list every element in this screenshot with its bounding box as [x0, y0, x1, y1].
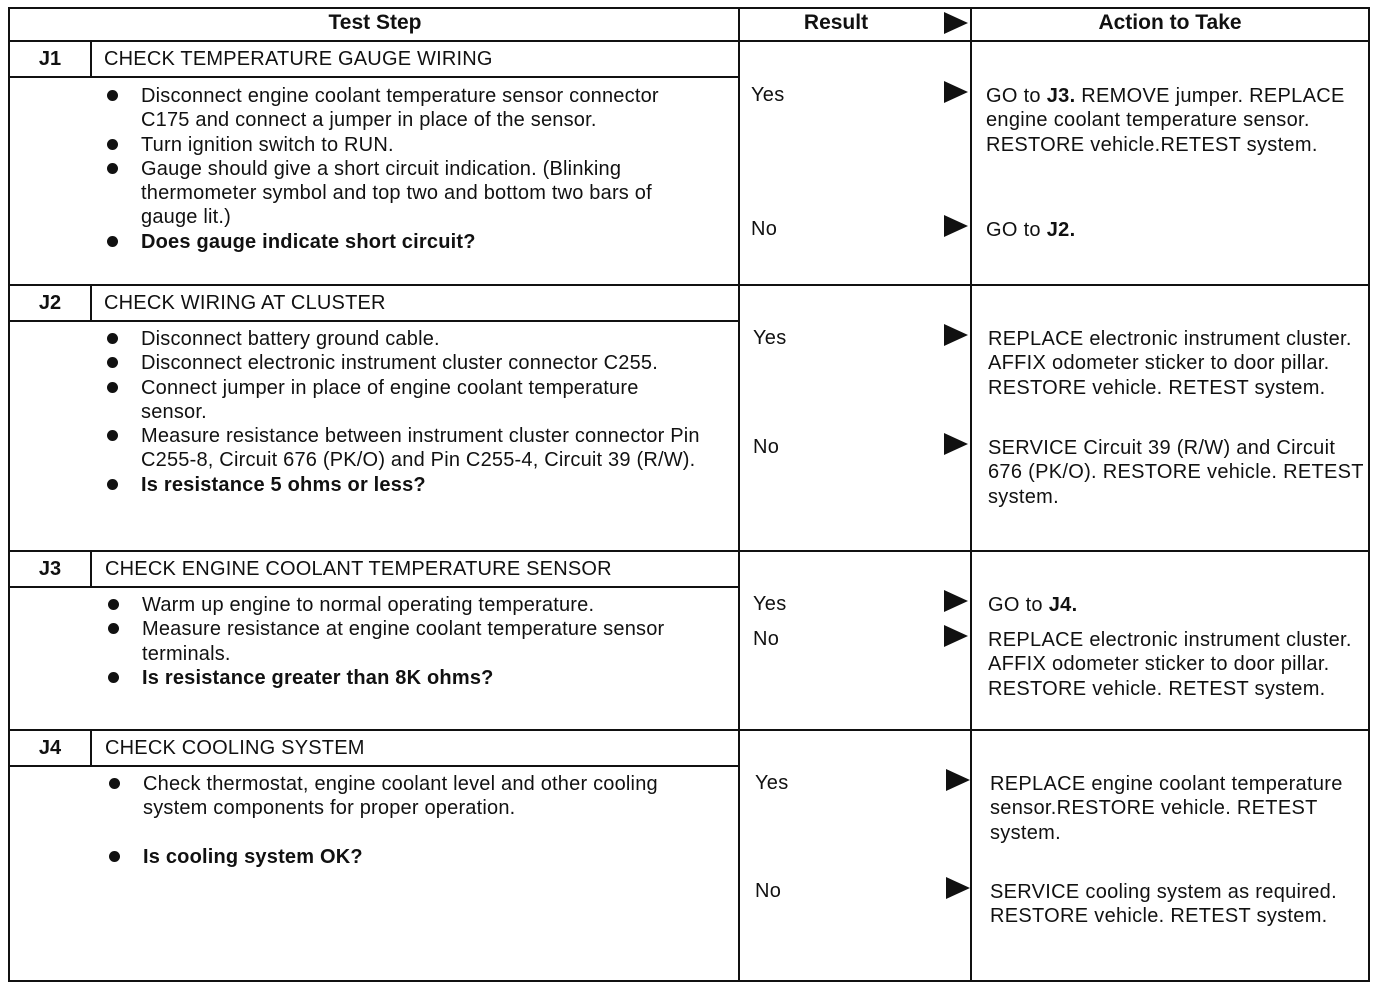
step-id-divider — [90, 40, 92, 76]
bullet-item: Check thermostat, engine coolant level and other cooling system components for proper operation. — [109, 772, 699, 821]
step-title-underline — [10, 76, 738, 78]
step-title: CHECK TEMPERATURE GAUGE WIRING — [104, 48, 493, 70]
action-text: SERVICE cooling system as required. RESTORE vehicle. RETEST system. — [990, 881, 1337, 928]
header-test-step: Test Step — [328, 11, 422, 34]
step-id: J4 — [38, 737, 62, 759]
bullet-item: Connect jumper in place of engine coolant temperature sensor. — [107, 376, 707, 425]
step-id: J3 — [38, 558, 62, 580]
action-text: REPLACE electronic instrument cluster. AFFIX odometer sticker to door pillar. RESTORE vehicle. RETEST system. — [988, 328, 1352, 399]
arrow-right-icon — [944, 324, 968, 346]
header-arrow-icon — [944, 12, 968, 34]
step-id-divider — [90, 550, 92, 586]
step-id-divider — [90, 729, 92, 765]
bullet-question: Is resistance greater than 8K ohms? — [108, 666, 698, 690]
arrow-right-icon — [944, 590, 968, 612]
bullet-question: Does gauge indicate short circuit? — [107, 230, 697, 254]
bullet-item: Disconnect battery ground cable. — [107, 327, 707, 351]
step-id-divider — [90, 284, 92, 320]
action-text: REPLACE electronic instrument cluster. AFFIX odometer sticker to door pillar. RESTORE vehicle. RETEST system. — [988, 629, 1352, 700]
step-title-underline — [10, 320, 738, 322]
step-bullets — [107, 84, 697, 254]
arrow-right-icon — [944, 433, 968, 455]
result-no: No — [753, 628, 780, 650]
bullet-item: Disconnect engine coolant temperature sensor connector C175 and connect a jumper in place of the sensor. — [107, 84, 697, 133]
step-bullets — [108, 593, 698, 690]
arrow-right-icon — [946, 769, 970, 791]
result-no: No — [755, 880, 782, 902]
section-divider-j3 — [10, 550, 1368, 552]
action-text: GO to J2. — [986, 219, 1076, 241]
bullet-item: Warm up engine to normal operating temperature. — [108, 593, 698, 617]
step-bullets — [109, 772, 699, 869]
bullet-item: Gauge should give a short circuit indication. (Blinking thermometer symbol and top two and bottom two bars of gauge lit.) — [107, 157, 697, 230]
arrow-right-icon — [944, 625, 968, 647]
step-bullets — [107, 327, 707, 497]
action-text: GO to J4. — [988, 594, 1078, 616]
result-yes: Yes — [751, 84, 785, 106]
result-yes: Yes — [755, 772, 789, 794]
result-no: No — [751, 218, 778, 240]
section-divider-j4 — [10, 729, 1368, 731]
bullet-question: Is resistance 5 ohms or less? — [107, 473, 707, 497]
step-title-underline — [10, 586, 738, 588]
bullet-item: Measure resistance at engine coolant temperature sensor terminals. — [108, 617, 698, 666]
action-text: REPLACE engine coolant temperature sensor.RESTORE vehicle. RETEST system. — [990, 773, 1343, 844]
section-divider-j2 — [10, 284, 1368, 286]
step-id: J2 — [38, 292, 62, 314]
result-no: No — [753, 436, 780, 458]
result-yes: Yes — [753, 593, 787, 615]
diagnostic-table — [8, 7, 1370, 982]
col-divider-left — [738, 9, 740, 980]
step-id: J1 — [38, 48, 62, 70]
bullet-item: Measure resistance between instrument cluster connector Pin C255-8, Circuit 676 (PK/O) and Pin C255-4, Circuit 39 (R/W). — [107, 424, 707, 473]
action-text: SERVICE Circuit 39 (R/W) and Circuit 676 (PK/O). RESTORE vehicle. RETEST system. — [988, 437, 1364, 508]
bullet-item: Disconnect electronic instrument cluster connector C255. — [107, 351, 707, 375]
bullet-question: Is cooling system OK? — [109, 845, 699, 869]
bullet-item: Turn ignition switch to RUN. — [107, 133, 697, 157]
header-divider — [10, 40, 1368, 42]
step-title: CHECK COOLING SYSTEM — [105, 737, 365, 759]
result-yes: Yes — [753, 327, 787, 349]
col-divider-right — [970, 9, 972, 980]
step-title: CHECK ENGINE COOLANT TEMPERATURE SENSOR — [105, 558, 612, 580]
header-result: Result — [803, 11, 869, 34]
arrow-right-icon — [944, 215, 968, 237]
step-title-underline — [10, 765, 738, 767]
arrow-right-icon — [944, 81, 968, 103]
header-action: Action to Take — [1098, 11, 1242, 34]
arrow-right-icon — [946, 877, 970, 899]
step-title: CHECK WIRING AT CLUSTER — [104, 292, 386, 314]
action-text: GO to J3. REMOVE jumper. REPLACE engine coolant temperature sensor. RESTORE vehicle.RETEST system. — [986, 85, 1345, 156]
